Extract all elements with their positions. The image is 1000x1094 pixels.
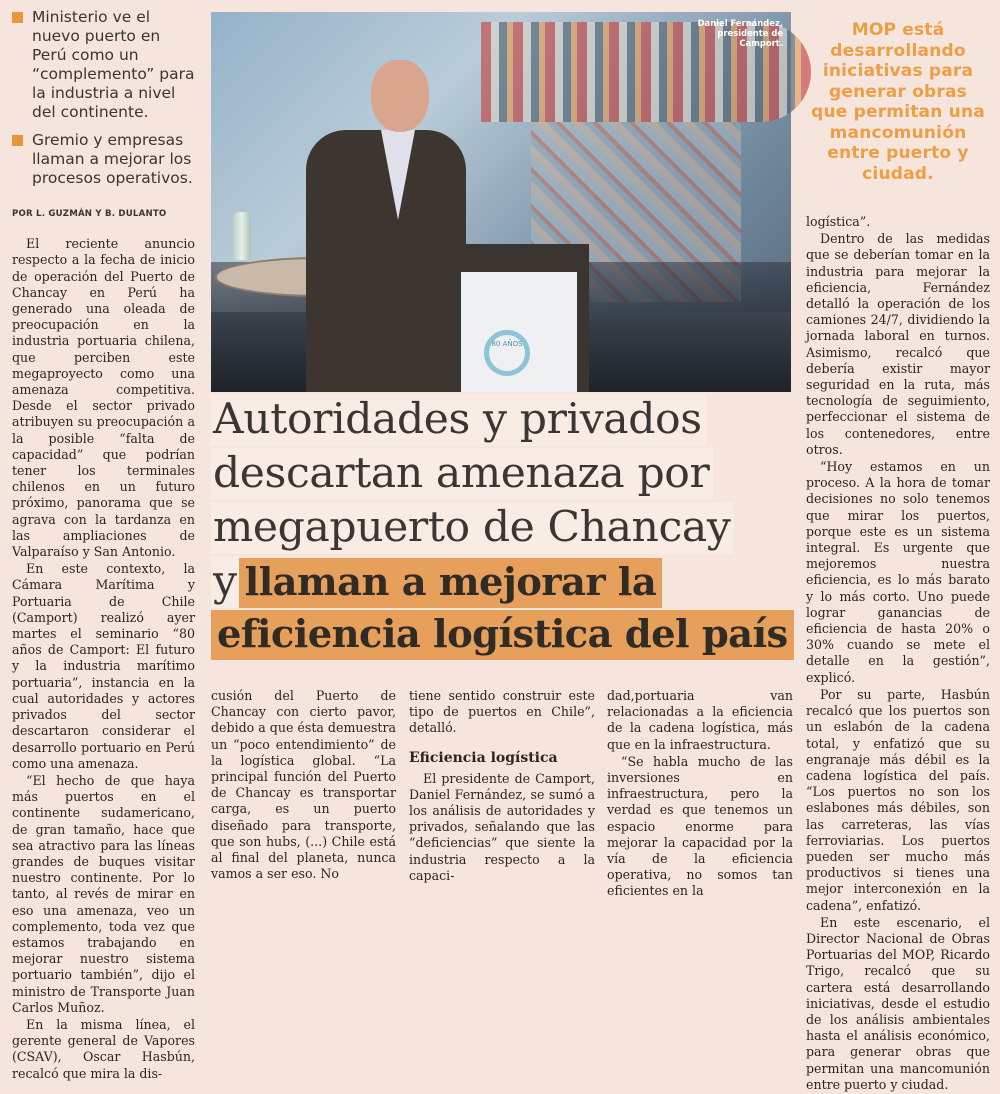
article-photo (211, 12, 791, 392)
paragraph: El reciente anuncio respecto a la fecha de inicio de operación del Puerto de Chancay en Perú ha generado una oleada de preocupación en la industria portuaria chilena, que perciben este megaproyecto como una amenaza competitiva. Desde el sector privado atribuyen su preocupación a la posible “falta de capacidad” que podrían tener los terminales chilenos en un futuro próximo, panorama que se agrava con la tardanza en las ampliaciones de Valparaíso y San Antonio. (12, 236, 195, 560)
left-column (12, 0, 195, 1083)
pull-quote: MOP está desarrollando iniciativas para generar obras que permitan una mancomunión entre puerto y ciudad. (811, 20, 985, 184)
speaker-head (371, 60, 429, 132)
paragraph: En este escenario, el Director Nacional de Obras Portuarias del MOP, Ricardo Trigo, recalcó que su cartera está desarrollando iniciativas, desde el estudio de los análisis ambientales hasta el análisis económico, para generar obras que permitan una mancomunión entre puerto y ciudad. (806, 914, 990, 1092)
photo-caption: Daniel Fernández, presidente de Camport. (697, 18, 783, 48)
bullet-text: Gremio y empresas llaman a mejorar los procesos operativos. (32, 131, 193, 187)
paragraph: logística”. (806, 214, 871, 229)
summary-bullet (12, 131, 195, 188)
water-bottle (233, 212, 251, 260)
right-column (806, 214, 990, 1094)
bullet-text: Ministerio ve el nuevo puerto en Perú como un “complemento” para la industria a nivel del continente. (32, 8, 195, 121)
paragraph: En este contexto, la Cámara Marítima y Portuaria de Chile (Camport) realizó ayer martes el seminario “80 años de Camport: El futuro y la industria marítimo portuaria”, instancia en la cual autoridades y actores privados del sector descartaron considerar el desarrollo portuario en Perú como una amenaza. (12, 561, 195, 771)
anniversary-logo (484, 330, 530, 376)
headline-highlight: eficiencia logística del país (211, 610, 794, 660)
headline-line: y (213, 557, 237, 606)
paragraph: Por su parte, Hasbún recalcó que los puertos son un eslabón de la cadena total, y enfatizó que su engranaje más débil es la cadena logística del país. “Los puertos no son los eslabones más débiles, son las carreteras, las vías ferroviarias. Los puertos pueden ser mucho más productivos si tienes una mejor interconexión en la cadena”, enfatizó. (806, 686, 990, 913)
logo-label: 80 AÑOS (491, 340, 523, 348)
headline (211, 394, 801, 664)
paragraph: “Se habla mucho de las inversiones en infraestructura, pero la verdad es que tenemos un espacio enorme para mejorar la capacidad por la vía de la eficiencia operativa, no somos tan eficientes en la (607, 753, 793, 899)
bullet-square-icon (12, 135, 23, 146)
headline-line: Autoridades y privados (211, 394, 706, 446)
paragraph: dad,portuaria van relacionadas a la eficiencia de la cadena logística, más que en la infraestructura. (607, 688, 793, 752)
speaker-figure (306, 130, 466, 392)
paragraph: “Hoy estamos en un proceso. A la hora de tomar decisiones no solo tenemos que mirar los puertos, porque este es un sistema integral. Es urgente que mejoremos nuestra eficiencia, es lo más barato y lo más corto. Uno puede lograr ganancias de eficiencia de hasta 20% o 30% cuando se mete el detalle en la gestión”, explicó. (806, 459, 990, 685)
paragraph: tiene sentido construir este tipo de puertos en Chile”, detalló. (409, 688, 595, 736)
paragraph: cusión del Puerto de Chancay con cierto pavor, debido a que ésta demuestra un “poco entendimiento” de la logística global. “La principal función del Puerto de Chancay es transportar carga, es un puerto diseñado para transporte, que son hubs, (...) Chile está al final del planeta, nunca vamos a ser eso. No (211, 688, 396, 882)
paragraph: Dentro de las medidas que se deberían tomar en la industria para mejorar la eficiencia, Fernández detalló la operación de los camiones 24/7, dividiendo la jornada laboral en turnos. Asimismo, recalcó que debería existir mayor seguridad en la ruta, más tecnología de seguimiento, perfeccionar el sistema de los contenedores, entre otros. (806, 231, 990, 457)
byline: POR L. GUZMÁN Y B. DULANTO (12, 209, 167, 219)
headline-line: descartan amenaza por (211, 448, 713, 500)
summary-bullets (12, 8, 195, 188)
column-2 (211, 688, 396, 883)
section-subhead: Eficiencia logística (409, 749, 558, 766)
bullet-square-icon (12, 12, 23, 23)
paragraph: En la misma línea, el gerente general de Vapores (CSAV), Oscar Hasbún, recalcó que mira la dis- (12, 1016, 195, 1081)
column-3 (409, 688, 595, 885)
paragraph: El presidente de Camport, Daniel Fernández, se sumó a los análisis de autoridades y privados, señalando que las “deficiencias” que siente la industria respecto a la capaci- (409, 770, 595, 883)
headline-line: megapuerto de Chancay (211, 502, 734, 554)
paragraph: “El hecho de que haya más puertos en el continente sudamericano, de gran tamaño, hace que sea atractivo para las líneas grandes de buques visitar nuestro continente. Por lo tanto, al revés de mirar en eso una amenaza, veo un complemento, toda vez que estamos trabajando en mejorar nuestro sistema portuario también”, dijo el ministro de Transporte Juan Carlos Muñoz. (12, 772, 195, 1015)
headline-highlight: llaman a mejorar la (239, 558, 663, 608)
summary-bullet (12, 8, 195, 122)
column-4 (607, 688, 793, 901)
